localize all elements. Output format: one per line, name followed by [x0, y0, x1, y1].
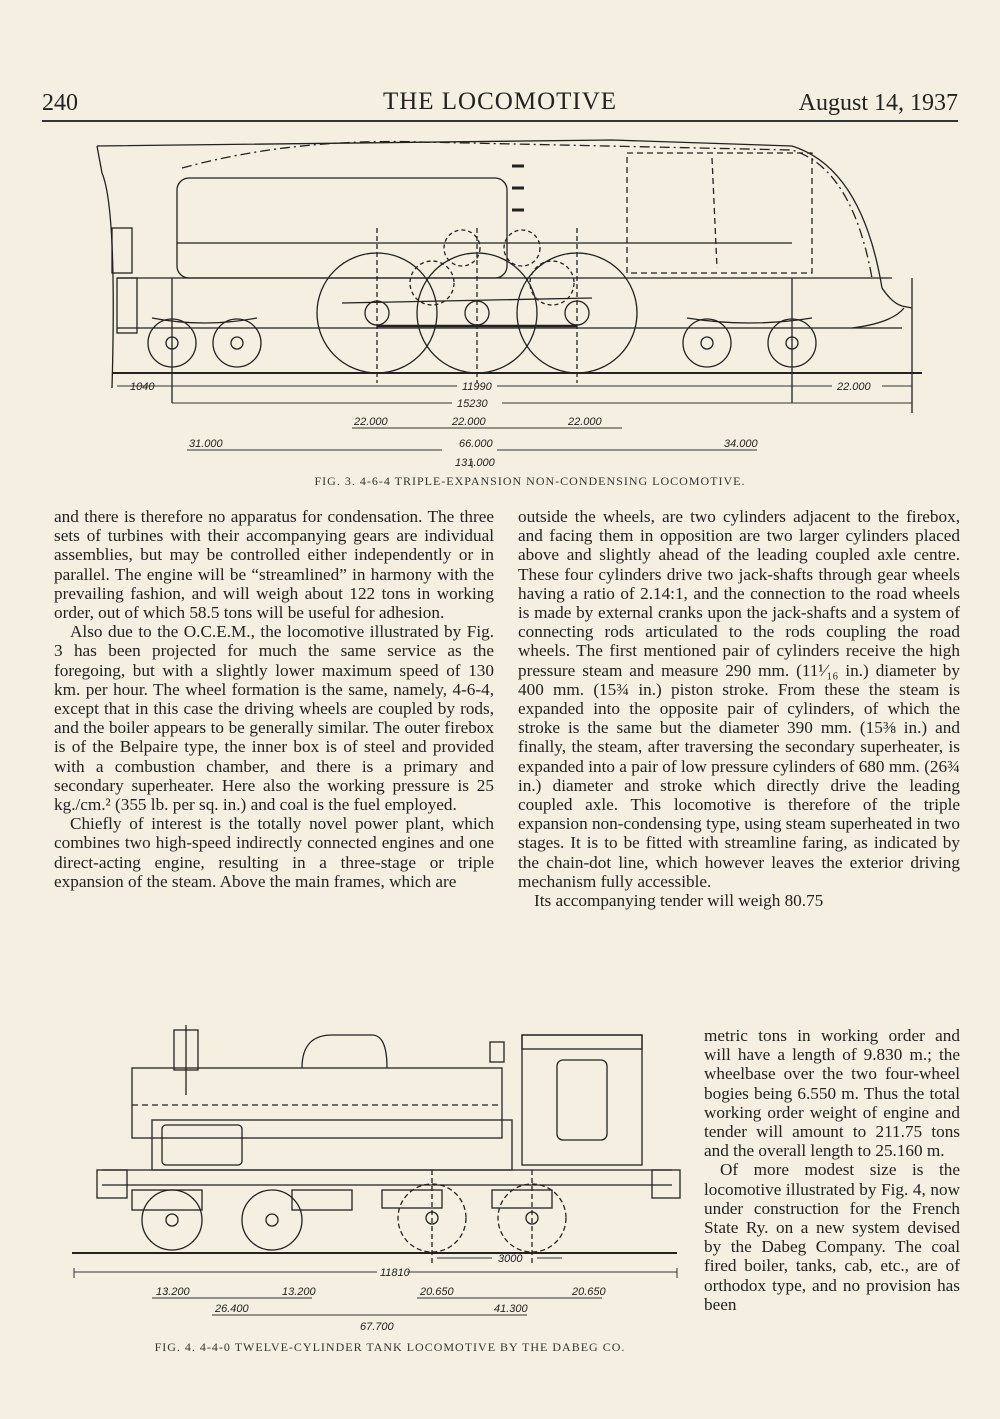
- issue-date: August 14, 1937: [798, 90, 958, 116]
- paragraph: Chiefly of interest is the totally novel power plant, which combines two high-speed indirectly connected engines and one direct-acting engine, resulting in a three-stage or triple expansion of the steam. Above the main frames, which are: [54, 814, 494, 891]
- dim-66000: 66.000: [459, 438, 493, 450]
- dim-15230: 15230: [457, 398, 488, 410]
- journal-title: THE LOCOMOTIVE: [382, 88, 618, 115]
- paragraph: Of more modest size is the locomotive illustrated by Fig. 4, now under construction for the French State Ry. on a new system devised by the Dabeg Company. The coal fired boiler, tanks, cab, etc., are of orthodox type, and no provision has been: [704, 1160, 960, 1314]
- paragraph: metric tons in working order and will have a length of 9.830 m.; the wheelbase over the two four-wheel bogies being 6.550 m. Thus the total working order weight of engine and tender will amount to 211.75 tons and the overall length to 25.160 m.: [704, 1026, 960, 1161]
- dim-22000-a: 22.000: [354, 416, 388, 428]
- dim-3000: 3000: [498, 1253, 523, 1265]
- dim-131000: 131.000: [455, 457, 495, 469]
- dim-22000-b: 22.000: [452, 416, 486, 428]
- dim-13200-b: 13.200: [282, 1286, 316, 1298]
- figure-3-svg: [92, 128, 932, 473]
- dim-22000-right: 22.000: [837, 381, 871, 393]
- figure-3-caption: FIG. 3. 4-6-4 TRIPLE-EXPANSION NON-CONDENSING LOCOMOTIVE.: [314, 474, 746, 488]
- paragraph: outside the wheels, are two cylinders adjacent to the firebox, and facing them in opposition are two larger cylinders placed above and slightly ahead of the leading coupled axle centre. These four cylinders drive two jack-shafts through gear wheels having a ratio of 2.14:1, and the connection to the road wheels is made by external cranks upon the jack-shafts and a system of connecting rods articulated to the rods coupling the road wheels. The first mentioned pair of cylinders receive the high pressure steam and measure 290 mm. (11¹⁄₁₆ in.) diameter by 400 mm. (15¾ in.) piston stroke. From these the steam is expanded into the opposite pair of cylinders, of which the stroke is the same but the diameter 390 mm. (15⅜ in.) and finally, the steam, after traversing the secondary superheater, is expanded into a pair of low pressure cylinders of 680 mm. (26¾ in.) diameter and stroke which directly drive the leading coupled axle. This locomotive is therefore of the triple expansion non-condensing type, using steam superheated in two stages. It is to be fitted with streamline faring, as indicated by the chain-dot line, which however leaves the exterior driving mechanism fully accessible.: [518, 507, 961, 891]
- locomotive-4-4-0-outline: [72, 1025, 680, 1265]
- dim-11810: 11810: [380, 1267, 410, 1279]
- dim-11990: 11990: [462, 381, 492, 393]
- dim-20650-a: 20.650: [420, 1286, 454, 1298]
- figure-3-drawing: [92, 128, 932, 473]
- page-header: [42, 86, 958, 122]
- dim-20650-b: 20.650: [572, 1286, 606, 1298]
- locomotive-4-6-4-outline: [97, 140, 922, 413]
- paragraph: Also due to the O.C.E.M., the locomotive illustrated by Fig. 3 has been projected for much the same service as the foregoing, but with a slightly lower maximum speed of 130 km. per hour. The wheel formation is the same, namely, 4-6-4, except that in this case the driving wheels are coupled by rods, and the boiler appears to be generally similar. The outer firebox is of the Belpaire type, the inner box is of steel and provided with a combustion chamber, and there is a primary and secondary superheater. Here also the working pressure is 25 kg./cm.² (355 lb. per sq. in.) and coal is the fuel employed.: [54, 622, 494, 815]
- dim-31000: 31.000: [189, 438, 223, 450]
- dim-41300: 41.300: [494, 1303, 528, 1315]
- dim-26400: 26.400: [215, 1303, 249, 1315]
- dim-34000: 34.000: [724, 438, 758, 450]
- figure-3-dimension-lines: [117, 386, 912, 468]
- figure-4-drawing: [62, 1020, 682, 1335]
- dim-67700: 67.700: [360, 1321, 394, 1333]
- text-column-right: [518, 507, 960, 910]
- dim-13200-a: 13.200: [156, 1286, 190, 1298]
- paragraph: and there is therefore no apparatus for condensation. The three sets of turbines with their accompanying gears are individual assemblies, but may be controlled either independently or in parallel. The engine will be “streamlined” in harmony with the prevailing fashion, and will weigh about 122 tons in working order, out of which 58.5 tons will be useful for adhesion.: [54, 507, 494, 623]
- figure-4-caption: FIG. 4. 4-4-0 TWELVE-CYLINDER TANK LOCOMOTIVE BY THE DABEG CO.: [154, 1340, 626, 1354]
- text-column-left: [54, 507, 494, 891]
- paragraph: Its accompanying tender will weigh 80.75: [534, 891, 824, 911]
- figure-4-svg: [62, 1020, 682, 1335]
- dim-22000-c: 22.000: [568, 416, 602, 428]
- dim-1040: 1040: [130, 381, 155, 393]
- text-column-side: [704, 1026, 960, 1314]
- page-number: 240: [42, 90, 78, 116]
